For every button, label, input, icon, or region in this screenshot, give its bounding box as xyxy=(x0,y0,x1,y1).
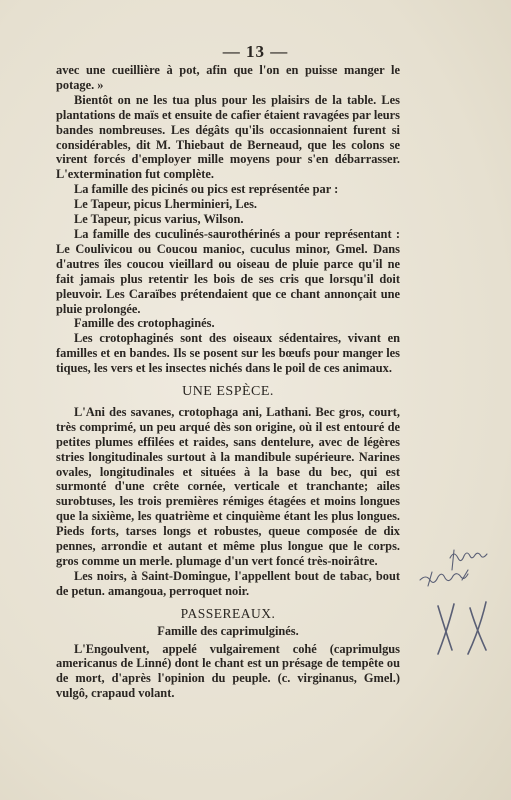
paragraph: La famille des cuculinés-saurothérinés a pour représentant : Le Coulivicou ou Coucou manioc, cuculus minor, Gmel. Dans d'autres îles coucou vieillard ou oiseau de pluie parce qu'il ne fait jamais plus retentir les bois de ses cris que lorsqu'il doit pleuvoir. Les Caraïbes prétendaient que ce chant annonçait une pluie prolongée. xyxy=(56,226,400,316)
handwritten-note-icon xyxy=(410,540,510,670)
paragraph: Le Tapeur, picus Lherminieri, Les. xyxy=(74,197,258,212)
paragraph: Famille des crotophaginés. xyxy=(74,316,215,331)
pencil-annotation xyxy=(410,540,510,670)
section-heading: UNE ESPÈCE. xyxy=(182,384,274,400)
paragraph: Les noirs, à Saint-Domingue, l'appellent bout de tabac, bout de petun. amangoua, perroquet noir. xyxy=(56,568,400,598)
paragraph: Les crotophaginés sont des oiseaux sédentaires, vivant en familles et en bandes. Ils se posent sur les bœufs pour manger les tiques, les vers et les insectes nichés dans le poil de ces animaux. xyxy=(56,331,400,376)
paragraph: L'Engoulvent, appelé vulgairement cohé (caprimulgus americanus de Linné) dont le chant est un présage de tempête ou de mort, d'après l'opinion du peuple. (c. virginanus, Gmel.) vulgô, crapaud volant. xyxy=(56,641,400,701)
subsection-heading: Famille des caprimulginés. xyxy=(157,623,299,638)
paragraph: avec une cueillière à pot, afin que l'on en puisse manger le potage. » xyxy=(56,63,400,92)
paragraph: La famille des picinés ou pics est représentée par : xyxy=(74,182,339,197)
page-number: — 13 — xyxy=(222,42,289,61)
paragraph: Le Tapeur, picus varius, Wilson. xyxy=(74,212,244,227)
body-text xyxy=(56,63,400,701)
paragraph: L'Ani des savanes, crotophaga ani, Lathani. Bec gros, court, très comprimé, un peu arqué dès son origine, où il est entouré de petites plumes effilées et raides, sans dentelure, avec de légères stries longitudinales surtout à la mandibule supérieure. Narines ovales, longitudinales et situées à la base du bec, qui est surmonté d'une crête cornée, verticale et tranchante; ailes surobtuses, les trois premières rémiges étagées et moins longues que la sixième, les quatrième et cinquième étant les plus longues. Pieds forts, tarses longs et robustes, queue composée de dix pennes, arrondie et autant et même plus longue que le corps. gros comme un merle. plumage d'un vert foncé très-noirâtre. xyxy=(56,404,400,568)
paragraph: Bientôt on ne les tua plus pour les plaisirs de la table. Les plantations de maïs et ensuite de cafier étaient ravagées par leurs bandes nombreuses. Les dégâts qu'ils occasionnaient furent si considérables, dit M. Thiebaut de Berneaud, que les colons se virent forcés d'employer mille moyens pour s'en débarrasser. L'extermination fut complète. xyxy=(56,92,400,182)
section-heading: PASSEREAUX. xyxy=(180,605,276,621)
